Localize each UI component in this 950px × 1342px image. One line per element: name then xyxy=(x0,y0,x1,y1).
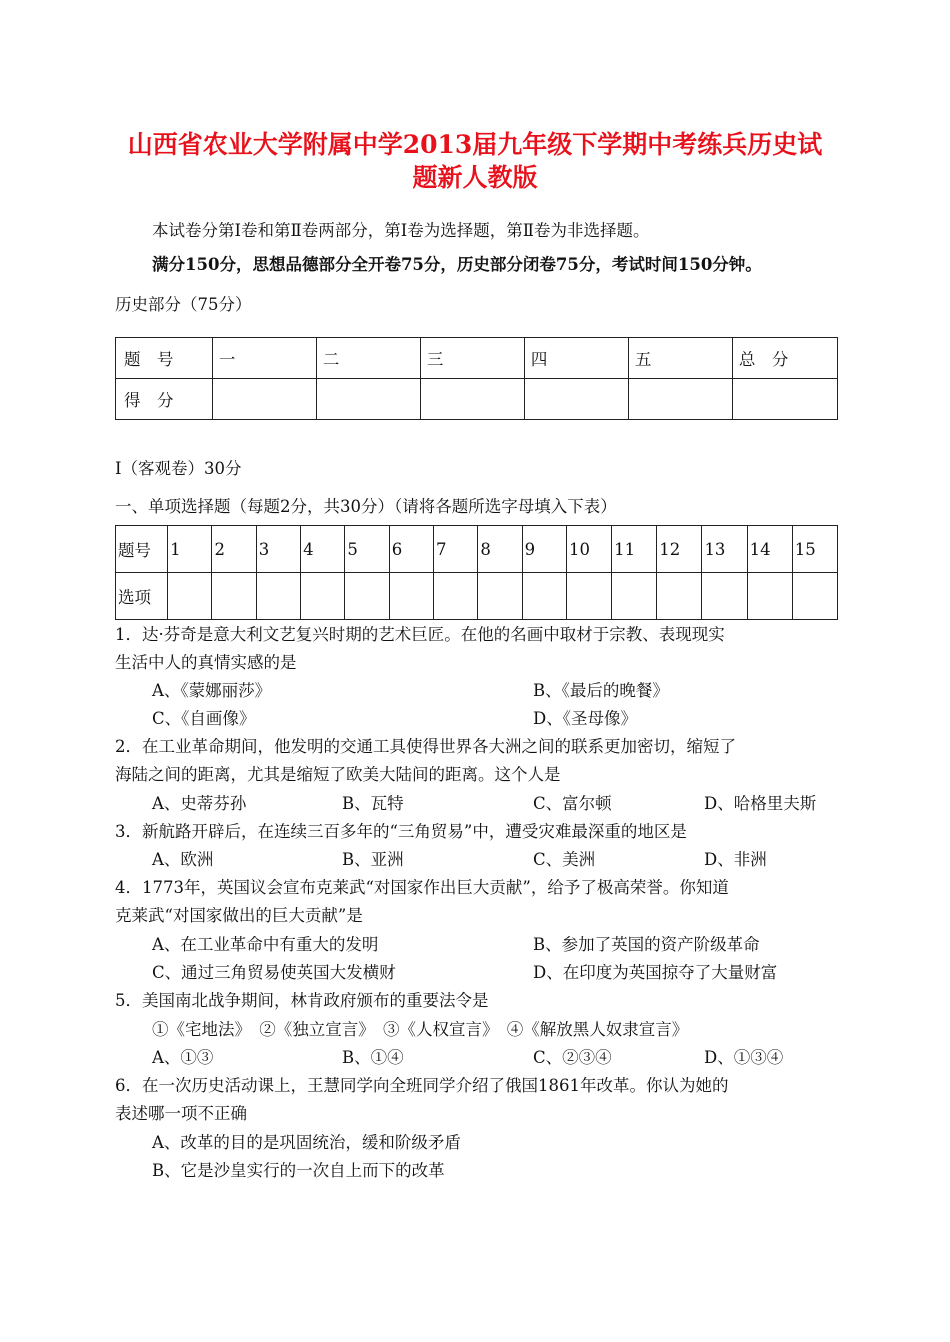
q1-option-c: C、《自画像》 xyxy=(152,709,256,728)
score-header-cell: 二 xyxy=(316,338,420,379)
answer-header-label: 题号 xyxy=(116,526,168,573)
title-line-1: 山西省农业大学附属中学2013届九年级下学期中考练兵历史试 xyxy=(127,130,823,159)
score-table-header-row xyxy=(116,338,838,379)
question-number-cell: 4 xyxy=(301,526,345,573)
score-cell[interactable] xyxy=(524,379,628,420)
q3-option-c: C、美洲 xyxy=(533,850,596,869)
q4-option-d: D、在印度为英国掠夺了大量财富 xyxy=(533,963,778,982)
question-number-cell: 8 xyxy=(478,526,522,573)
q3-stem-line-1: 3．新航路开辟后，在连续三百多年的“三角贸易”中，遭受灾难最深重的地区是 xyxy=(115,822,687,841)
q4-option-c: C、通过三角贸易使英国大发横财 xyxy=(152,963,396,982)
score-cell[interactable] xyxy=(420,379,524,420)
q6-option-b: B、它是沙皇实行的一次自上而下的改革 xyxy=(152,1161,445,1180)
answer-cell[interactable] xyxy=(212,573,256,620)
score-header-cell: 五 xyxy=(628,338,732,379)
question-number-cell: 2 xyxy=(212,526,256,573)
choice-instructions: 一、单项选择题（每题2分，共30分）（请将各题所选字母填入下表） xyxy=(115,497,617,516)
answer-cell[interactable] xyxy=(657,573,702,620)
q2-stem-line-2: 海陆之间的距离，尤其是缩短了欧美大陆间的距离。这个人是 xyxy=(115,765,561,784)
question-number-cell: 15 xyxy=(792,526,837,573)
score-row-label: 得 分 xyxy=(116,379,213,420)
score-table-score-row xyxy=(116,379,838,420)
question-number-cell: 3 xyxy=(256,526,300,573)
q1-option-d: D、《圣母像》 xyxy=(533,709,637,728)
q2-stem-line-1: 2．在工业革命期间，他发明的交通工具使得世界各大洲之间的联系更加密切，缩短了 xyxy=(115,737,736,756)
answer-cell[interactable] xyxy=(345,573,389,620)
answer-cell[interactable] xyxy=(702,573,747,620)
answer-table-option-row xyxy=(116,573,838,620)
question-number-cell: 9 xyxy=(522,526,566,573)
score-header-cell: 四 xyxy=(524,338,628,379)
score-header-cell: 题 号 xyxy=(116,338,213,379)
q2-option-c: C、富尔顿 xyxy=(533,794,612,813)
score-header-cell: 一 xyxy=(212,338,316,379)
question-number-cell: 13 xyxy=(702,526,747,573)
q4-stem-line-2: 克莱武“对国家做出的巨大贡献”是 xyxy=(115,906,363,925)
q3-option-d: D、非洲 xyxy=(704,850,767,869)
answer-cell[interactable] xyxy=(566,573,611,620)
q1-stem-line-1: 1．达·芬奇是意大利文艺复兴时期的艺术巨匠。在他的名画中取材于宗教、表现现实 xyxy=(115,625,725,644)
answer-cell[interactable] xyxy=(434,573,478,620)
q2-option-d: D、哈格里夫斯 xyxy=(704,794,817,813)
q4-stem-line-1: 4．1773年，英国议会宣布克莱武“对国家作出巨大贡献”，给予了极高荣誉。你知道 xyxy=(115,878,729,897)
intro-text: 本试卷分第Ⅰ卷和第Ⅱ卷两部分，第Ⅰ卷为选择题，第Ⅱ卷为非选择题。 xyxy=(152,221,650,240)
q5-option-d: D、①③④ xyxy=(704,1048,784,1067)
question-number-cell: 11 xyxy=(612,526,657,573)
score-header-cell: 总 分 xyxy=(732,338,837,379)
section1-title: Ⅰ（客观卷）30分 xyxy=(115,459,242,478)
answer-cell[interactable] xyxy=(792,573,837,620)
q5-option-b: B、①④ xyxy=(342,1048,404,1067)
q2-option-a: A、史蒂芬孙 xyxy=(152,794,247,813)
answer-cell[interactable] xyxy=(168,573,212,620)
answer-cell[interactable] xyxy=(389,573,433,620)
q2-option-b: B、瓦特 xyxy=(342,794,404,813)
score-table xyxy=(115,337,838,420)
score-cell[interactable] xyxy=(732,379,837,420)
full-marks-text: 满分150分，思想品德部分全开卷75分，历史部分闭卷75分，考试时间150分钟。 xyxy=(152,255,762,274)
question-number-cell: 7 xyxy=(434,526,478,573)
q3-option-a: A、欧洲 xyxy=(152,850,214,869)
answer-cell[interactable] xyxy=(747,573,792,620)
q5-option-c: C、②③④ xyxy=(533,1048,612,1067)
q1-stem-line-2: 生活中人的真情实感的是 xyxy=(115,653,297,672)
answer-cell[interactable] xyxy=(522,573,566,620)
q5-option-a: A、①③ xyxy=(152,1048,214,1067)
question-number-cell: 12 xyxy=(657,526,702,573)
q4-option-a: A、在工业革命中有重大的发明 xyxy=(152,935,379,954)
q5-items: ①《宅地法》 ②《独立宣言》 ③《人权宣言》 ④《解放黑人奴隶宣言》 xyxy=(152,1020,689,1039)
answer-cell[interactable] xyxy=(301,573,345,620)
question-number-cell: 10 xyxy=(566,526,611,573)
answer-cell[interactable] xyxy=(256,573,300,620)
q3-option-b: B、亚洲 xyxy=(342,850,404,869)
q6-option-a: A、改革的目的是巩固统治，缓和阶级矛盾 xyxy=(152,1133,461,1152)
answer-table xyxy=(115,525,838,620)
score-cell[interactable] xyxy=(628,379,732,420)
q1-option-b: B、《最后的晚餐》 xyxy=(533,681,669,700)
question-number-cell: 6 xyxy=(389,526,433,573)
question-number-cell: 5 xyxy=(345,526,389,573)
document-title xyxy=(100,128,850,194)
q1-option-a: A、《蒙娜丽莎》 xyxy=(152,681,272,700)
q6-stem-line-2: 表述哪一项不正确 xyxy=(115,1104,247,1123)
q5-stem-line-1: 5．美国南北战争期间，林肯政府颁布的重要法令是 xyxy=(115,991,489,1010)
score-cell[interactable] xyxy=(212,379,316,420)
score-cell[interactable] xyxy=(316,379,420,420)
score-header-cell: 三 xyxy=(420,338,524,379)
answer-row-label: 选项 xyxy=(116,573,168,620)
answer-cell[interactable] xyxy=(478,573,522,620)
history-part-heading: 历史部分（75分） xyxy=(115,295,252,314)
question-number-cell: 14 xyxy=(747,526,792,573)
q4-option-b: B、参加了英国的资产阶级革命 xyxy=(533,935,760,954)
q6-stem-line-1: 6．在一次历史活动课上，王慧同学向全班同学介绍了俄国1861年改革。你认为她的 xyxy=(115,1076,729,1095)
question-number-cell: 1 xyxy=(168,526,212,573)
answer-table-number-row xyxy=(116,526,838,573)
answer-cell[interactable] xyxy=(612,573,657,620)
title-line-2: 题新人教版 xyxy=(412,163,538,192)
